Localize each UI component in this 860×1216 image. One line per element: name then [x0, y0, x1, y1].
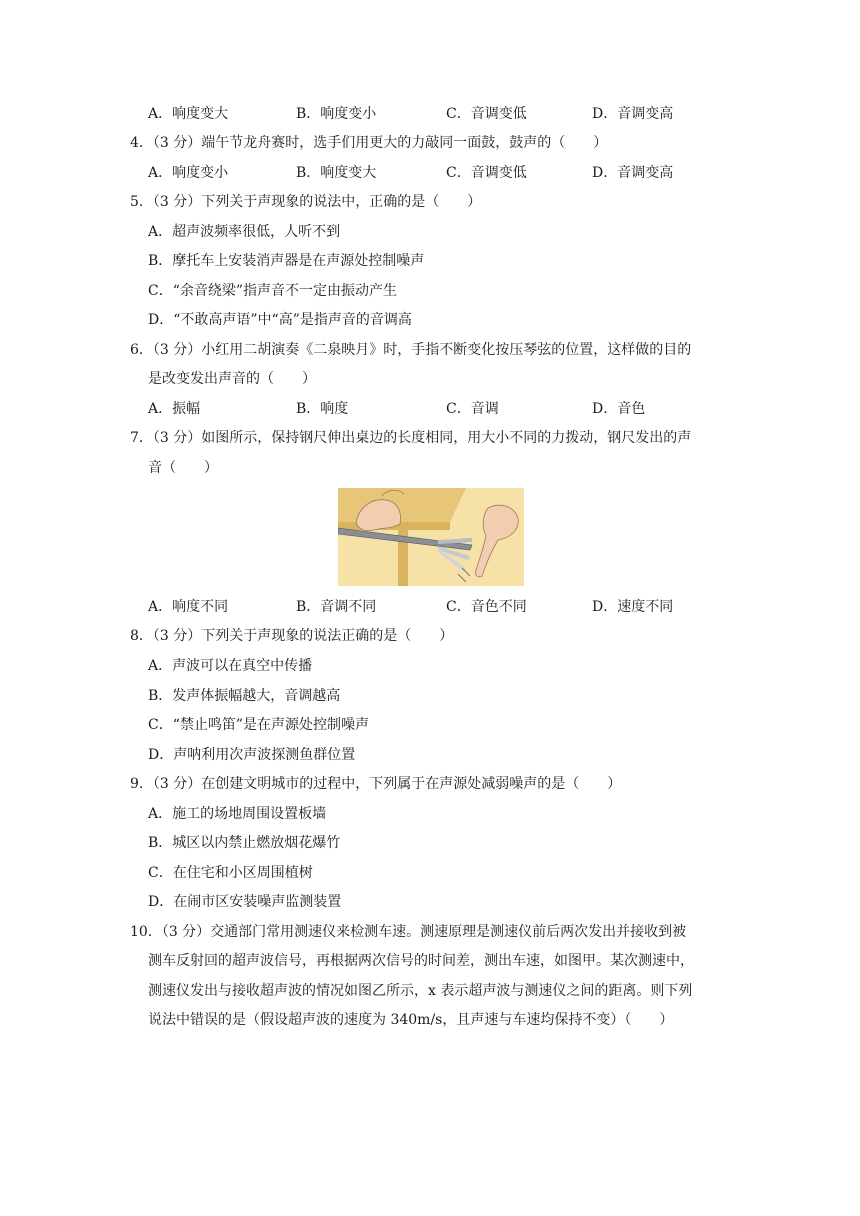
- q5-option-c: C．“余音绕梁”指声音不一定由振动产生: [148, 283, 398, 299]
- q10-line2: 测车反射回的超声波信号，再根据两次信号的时间差，测出车速，如图甲。某次测速中，: [148, 953, 694, 969]
- q9-stem: 9．（3 分）在创建文明城市的过程中，下列属于在声源处减弱噪声的是（ ）: [130, 776, 622, 792]
- q6-option-a: A．振幅: [148, 401, 201, 417]
- q6-option-d: D．音色: [592, 401, 646, 417]
- q3-option-b: B．响度变小: [296, 106, 377, 122]
- q5-option-d: D．“不敢高声语”中“高”是指声音的音调高: [148, 312, 412, 328]
- ruler-on-table-figure: [338, 488, 524, 586]
- q5-option-a: A．超声波频率很低，人听不到: [148, 224, 341, 240]
- q7-stem-line1: 7．（3 分）如图所示，保持钢尺伸出桌边的长度相同，用大小不同的力拨动，钢尺发出的声: [130, 430, 692, 446]
- q3-option-c: C．音调变低: [446, 106, 527, 122]
- q8-option-a: A．声波可以在真空中传播: [148, 658, 313, 674]
- q3-option-a: A．响度变大: [148, 106, 229, 122]
- q4-option-c: C．音调变低: [446, 165, 527, 181]
- q8-stem: 8．（3 分）下列关于声现象的说法正确的是（ ）: [130, 628, 454, 644]
- q6-stem-line1: 6．（3 分）小红用二胡演奏《二泉映月》时，手指不断变化按压琴弦的位置，这样做的目的: [130, 342, 692, 358]
- q5-stem: 5．（3 分）下列关于声现象的说法中，正确的是（ ）: [130, 194, 482, 210]
- q10-line1: 10．（3 分）交通部门常用测速仪来检测车速。测速原理是测速仪前后两次发出并接收到被: [130, 924, 687, 940]
- q7-option-a: A．响度不同: [148, 599, 229, 615]
- q4-stem: 4．（3 分）端午节龙舟赛时，选手们用更大的力敲同一面鼓，鼓声的（ ）: [130, 135, 608, 151]
- table-top: [338, 488, 466, 522]
- q4-option-d: D．音调变高: [592, 165, 674, 181]
- q6-option-c: C．音调: [446, 401, 499, 417]
- q8-option-c: C．“禁止鸣笛”是在声源处控制噪声: [148, 717, 370, 733]
- q7-option-c: C．音色不同: [446, 599, 527, 615]
- q7-option-d: D．速度不同: [592, 599, 674, 615]
- q8-option-d: D．声呐利用次声波探测鱼群位置: [148, 747, 356, 763]
- q4-option-a: A．响度变小: [148, 165, 229, 181]
- q10-line3: 测速仪发出与接收超声波的情况如图乙所示，x 表示超声波与测速仪之间的距离。则下列: [148, 983, 693, 999]
- q4-option-b: B．响度变大: [296, 165, 377, 181]
- q9-option-b: B．城区以内禁止燃放烟花爆竹: [148, 835, 341, 851]
- q3-option-d: D．音调变高: [592, 106, 674, 122]
- q6-stem-line2: 是改变发出声音的（ ）: [148, 371, 316, 387]
- q9-option-c: C．在住宅和小区周围植树: [148, 865, 313, 881]
- q10-line4: 说法中错误的是（假设超声波的速度为 340m/s，且声速与车速均保持不变）（ ）: [148, 1012, 674, 1028]
- q5-option-b: B．摩托车上安装消声器是在声源处控制噪声: [148, 253, 425, 269]
- q6-option-b: B．响度: [296, 401, 349, 417]
- q7-option-b: B．音调不同: [296, 599, 377, 615]
- q7-stem-line2: 音（ ）: [148, 460, 218, 476]
- q9-option-d: D．在闹市区安装噪声监测装置: [148, 894, 342, 910]
- q9-option-a: A．施工的场地周围设置板墙: [148, 806, 327, 822]
- q8-option-b: B．发声体振幅越大，音调越高: [148, 688, 341, 704]
